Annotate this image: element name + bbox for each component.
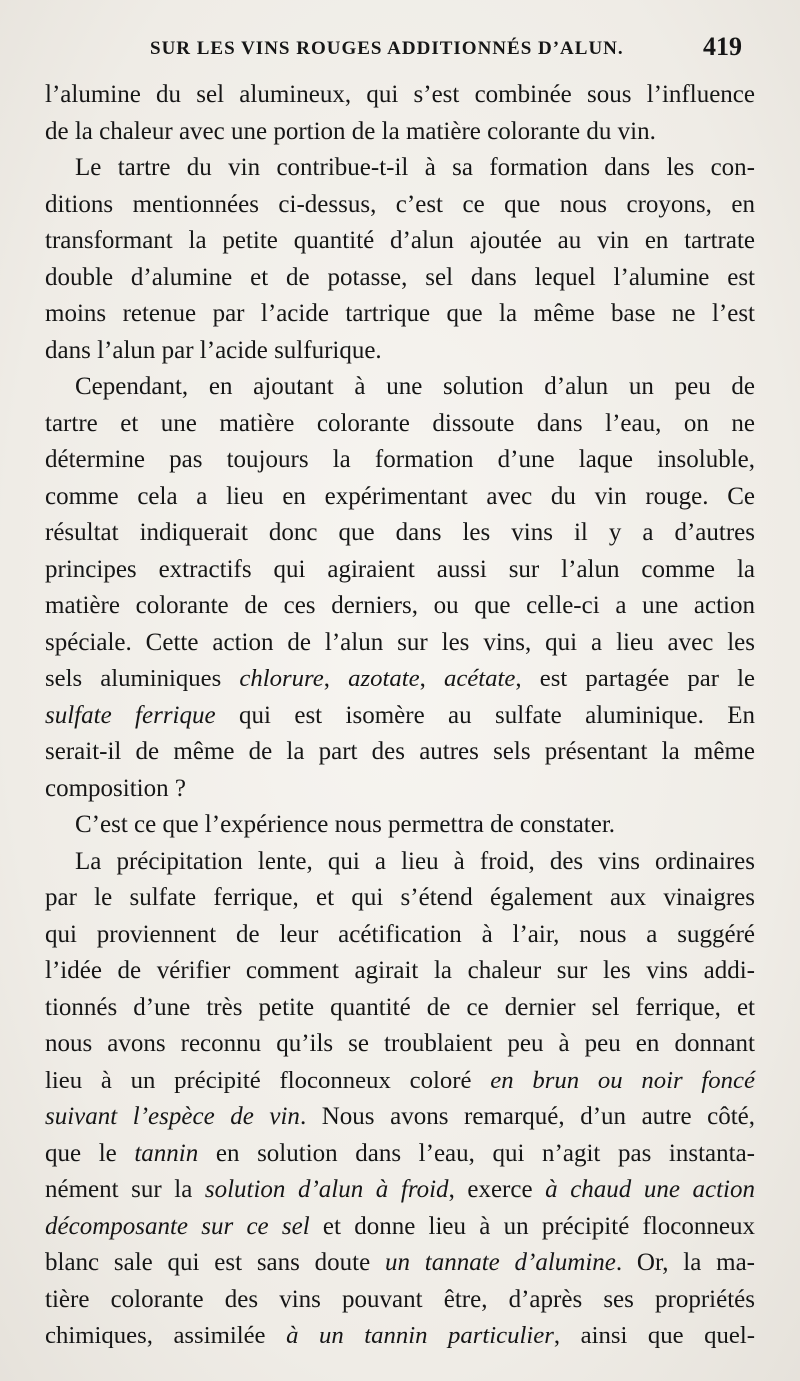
- text-line: [45, 880, 755, 917]
- text-line: [45, 369, 755, 406]
- text-line: [45, 406, 755, 443]
- text-segment: La précipitation lente, qui a lieu à froid, des vins ordinaires: [75, 847, 755, 875]
- italic-text: en brun ou noir foncé: [490, 1066, 755, 1094]
- text-line: [45, 1026, 755, 1063]
- text-segment: blanc sale qui est sans doute: [45, 1249, 385, 1276]
- text-segment: moins retenue par l’acide tartrique que la même base ne l’est: [45, 300, 755, 327]
- text-segment: principes extractifs qui agiraient aussi sur l’alun comme la: [45, 555, 755, 583]
- text-segment: par le sulfate ferrique, et qui s’étend également aux vinaigres: [45, 884, 755, 911]
- text-segment: Cependant, en ajoutant à une solution d’alun un peu de: [75, 373, 755, 400]
- italic-text: à un tannin particulier: [286, 1322, 554, 1349]
- text-line: [45, 698, 755, 735]
- italic-text: acétate: [443, 665, 516, 692]
- italic-text: sulfate ferrique: [45, 701, 216, 729]
- text-line: [45, 150, 755, 187]
- text-line: [45, 1209, 755, 1246]
- text-line: [45, 917, 755, 954]
- text-segment: transformant la petite quantité d’alun ajoutée au vin en tartrate: [45, 227, 755, 254]
- text-segment: tière colorante des vins pouvant être, d’après ses propriétés: [45, 1285, 755, 1313]
- text-segment: matière colorante de ces derniers, ou que celle-ci a une action: [45, 592, 755, 619]
- text-line: [45, 515, 755, 552]
- italic-text: solution d’alun à froid: [204, 1176, 449, 1203]
- text-segment: ,: [419, 665, 444, 692]
- text-line: [45, 114, 755, 151]
- text-segment: en solution dans l’eau, qui n’agit pas instanta-: [198, 1139, 755, 1167]
- text-segment: ditions mentionnées ci-dessus, c’est ce que nous croyons, en: [45, 190, 755, 218]
- text-segment: dans l’alun par l’acide sulfurique.: [45, 336, 382, 364]
- text-line: [45, 771, 755, 808]
- text-segment: comme cela a lieu en expérimentant avec du vin rouge. Ce: [45, 482, 755, 510]
- text-line: [45, 442, 755, 479]
- text-line: [45, 260, 755, 297]
- text-line: [45, 807, 755, 844]
- text-segment: , exerce: [448, 1176, 546, 1203]
- text-segment: nous avons reconnu qu’ils se troublaient peu à peu en donnant: [45, 1030, 755, 1057]
- text-segment: sels aluminiques: [45, 665, 240, 692]
- text-line: [45, 296, 755, 333]
- text-line: [45, 1063, 755, 1100]
- text-segment: résultat indiquerait donc que dans les vins il y a d’autres: [45, 519, 755, 546]
- page-number: 419: [703, 32, 742, 61]
- italic-text: azotate: [348, 665, 420, 692]
- text-segment: serait-il de même de la part des autres sels présentant la même: [45, 738, 755, 765]
- text-segment: de la chaleur avec une portion de la matière colorante du vin.: [45, 117, 656, 145]
- text-segment: ,: [323, 665, 349, 692]
- text-line: [45, 625, 755, 662]
- text-line: [45, 844, 755, 881]
- running-head: SUR LES VINS ROUGES ADDITIONNÉS D’ALUN.: [150, 38, 624, 59]
- text-line: [45, 77, 755, 114]
- body-text: [45, 77, 755, 1355]
- text-segment: l’alumine du sel alumineux, qui s’est combinée sous l’influence: [45, 81, 755, 108]
- text-line: [45, 479, 755, 516]
- text-line: [45, 953, 755, 990]
- text-line: [45, 333, 755, 370]
- text-segment: Le tartre du vin contribue-t-il à sa formation dans les con-: [75, 154, 755, 181]
- text-line: [45, 1099, 755, 1136]
- text-segment: chimiques, assimilée: [45, 1322, 287, 1349]
- text-line: [45, 734, 755, 771]
- text-segment: que le: [45, 1139, 135, 1167]
- text-line: [45, 1282, 755, 1319]
- text-segment: spéciale. Cette action de l’alun sur les vins, qui a lieu avec les: [45, 628, 755, 656]
- text-line: [45, 552, 755, 589]
- text-segment: . Or, la ma-: [615, 1249, 755, 1276]
- text-segment: qui proviennent de leur acétification à l’air, nous a suggéré: [45, 920, 755, 948]
- text-line: [45, 187, 755, 224]
- text-segment: double d’alumine et de potasse, sel dans lequel l’alumine est: [45, 263, 755, 291]
- text-line: [45, 588, 755, 625]
- italic-text: suivant l’espèce de vin: [45, 1103, 300, 1130]
- text-segment: et donne lieu à un précipité floconneux: [309, 1212, 755, 1240]
- text-line: [45, 661, 755, 698]
- text-line: [45, 1318, 755, 1355]
- italic-text: un tannate d’alumine: [384, 1249, 616, 1276]
- italic-text: chlorure: [239, 665, 324, 692]
- italic-text: tannin: [134, 1139, 199, 1167]
- text-segment: , ainsi que quel-: [553, 1322, 755, 1349]
- text-segment: composition ?: [45, 774, 186, 802]
- text-line: [45, 223, 755, 260]
- text-line: [45, 1136, 755, 1173]
- text-segment: l’idée de vérifier comment agirait la chaleur sur les vins addi-: [45, 957, 755, 984]
- text-segment: tionnés d’une très petite quantité de ce dernier sel ferrique, et: [45, 993, 755, 1021]
- text-line: [45, 1245, 755, 1282]
- text-segment: lieu à un précipité floconneux coloré: [45, 1066, 491, 1094]
- text-line: [45, 1172, 755, 1209]
- text-line: [45, 990, 755, 1027]
- text-segment: détermine pas toujours la formation d’une laque insoluble,: [45, 446, 755, 473]
- text-segment: tartre et une matière colorante dissoute dans l’eau, on ne: [45, 409, 755, 437]
- text-segment: qui est isomère au sulfate aluminique. En: [215, 701, 755, 729]
- italic-text: à chaud une action: [545, 1176, 755, 1203]
- italic-text: décomposante sur ce sel: [45, 1212, 310, 1240]
- text-segment: , est partagée par le: [515, 665, 755, 692]
- text-segment: nément sur la: [45, 1176, 205, 1203]
- text-segment: C’est ce que l’expérience nous permettra de constater.: [75, 811, 616, 838]
- page-header: [0, 32, 800, 72]
- text-segment: . Nous avons remarqué, d’un autre côté,: [299, 1103, 755, 1130]
